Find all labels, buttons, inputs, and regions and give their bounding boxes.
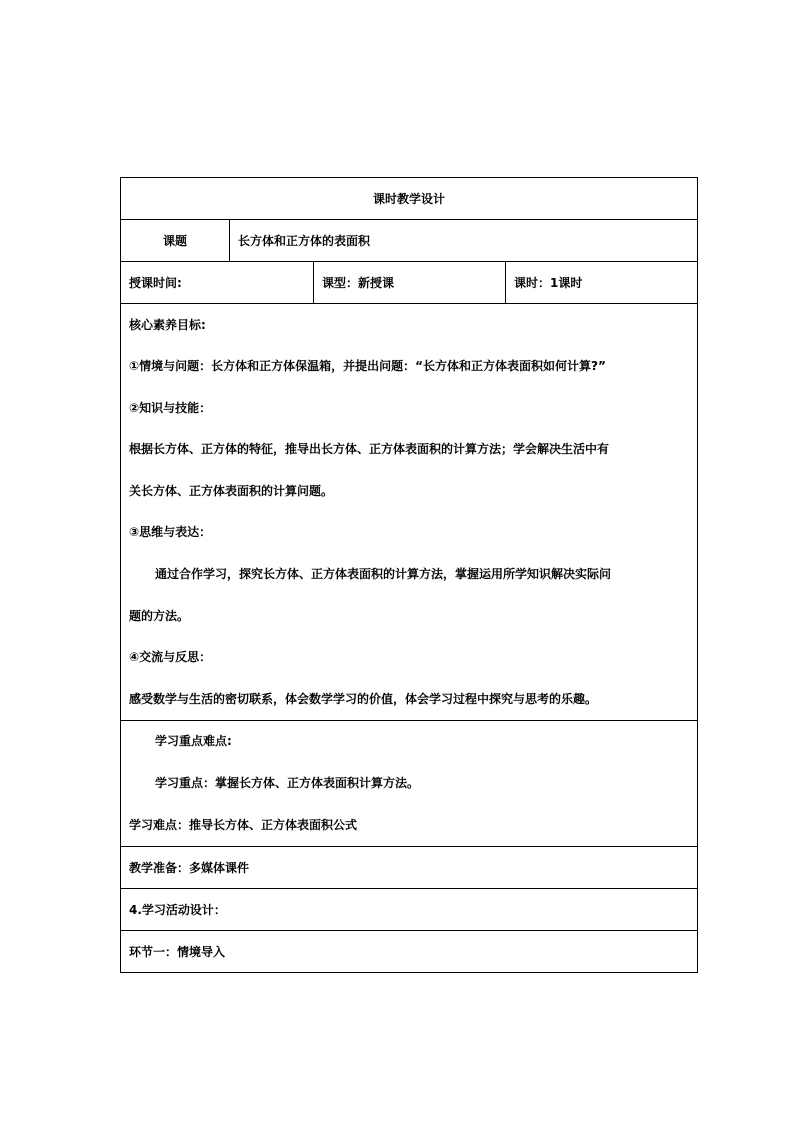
goal-line: 通过合作学习，探究长方体、正方体表面积的计算方法，掌握运用所学知识解决实际问 [155, 566, 612, 581]
goal-line: 题的方法。 [129, 608, 190, 623]
lesson-type: 课型：新授课 [314, 262, 506, 304]
goal-line: ②知识与技能： [129, 400, 212, 415]
lesson-hours: 课时：1课时 [506, 262, 698, 304]
activity-row [121, 889, 698, 931]
topic-value: 长方体和正方体的表面积 [230, 220, 698, 262]
lesson-plan-table [120, 177, 698, 973]
stage-row [121, 931, 698, 973]
prep-row [121, 847, 698, 889]
goal-line: 关长方体、正方体表面积的计算问题。 [129, 483, 334, 498]
goals-heading: 核心素养目标: [129, 318, 206, 332]
goal-line: 感受数学与生活的密切联系，体会数学学习的价值，体会学习过程中探究与思考的乐趣。 [129, 691, 598, 706]
class-time-label: 授课时间: [121, 262, 314, 304]
goal-line: ①情境与问题：长方体和正方体保温箱，并提出问题：“长方体和正方体表面积如何计算?” [129, 359, 606, 373]
key-point: 学习重点：掌握长方体、正方体表面积计算方法。 [155, 775, 420, 790]
stage-one: 环节一：情境导入 [121, 931, 698, 973]
activity-design-heading: 4.学习活动设计： [121, 889, 698, 931]
goals-row [121, 304, 698, 721]
document-title: 课时教学设计 [121, 178, 698, 220]
goal-line: ③思维与表达： [129, 525, 212, 540]
core-goals-cell [121, 304, 698, 721]
title-row [121, 178, 698, 220]
key-points-cell [121, 721, 698, 847]
teaching-prep: 教学准备：多媒体课件 [121, 847, 698, 889]
goal-line: 根据长方体、正方体的特征，推导出长方体、正方体表面积的计算方法；学会解决生活中有 [129, 442, 610, 457]
topic-row [121, 220, 698, 262]
difficulty-point: 学习难点：推导长方体、正方体表面积公式 [129, 817, 358, 832]
focus-heading: 学习重点难点: [155, 734, 232, 749]
focus-row [121, 721, 698, 847]
goal-line: ④交流与反思： [129, 650, 212, 665]
topic-label: 课题 [121, 220, 230, 262]
schedule-row [121, 262, 698, 304]
